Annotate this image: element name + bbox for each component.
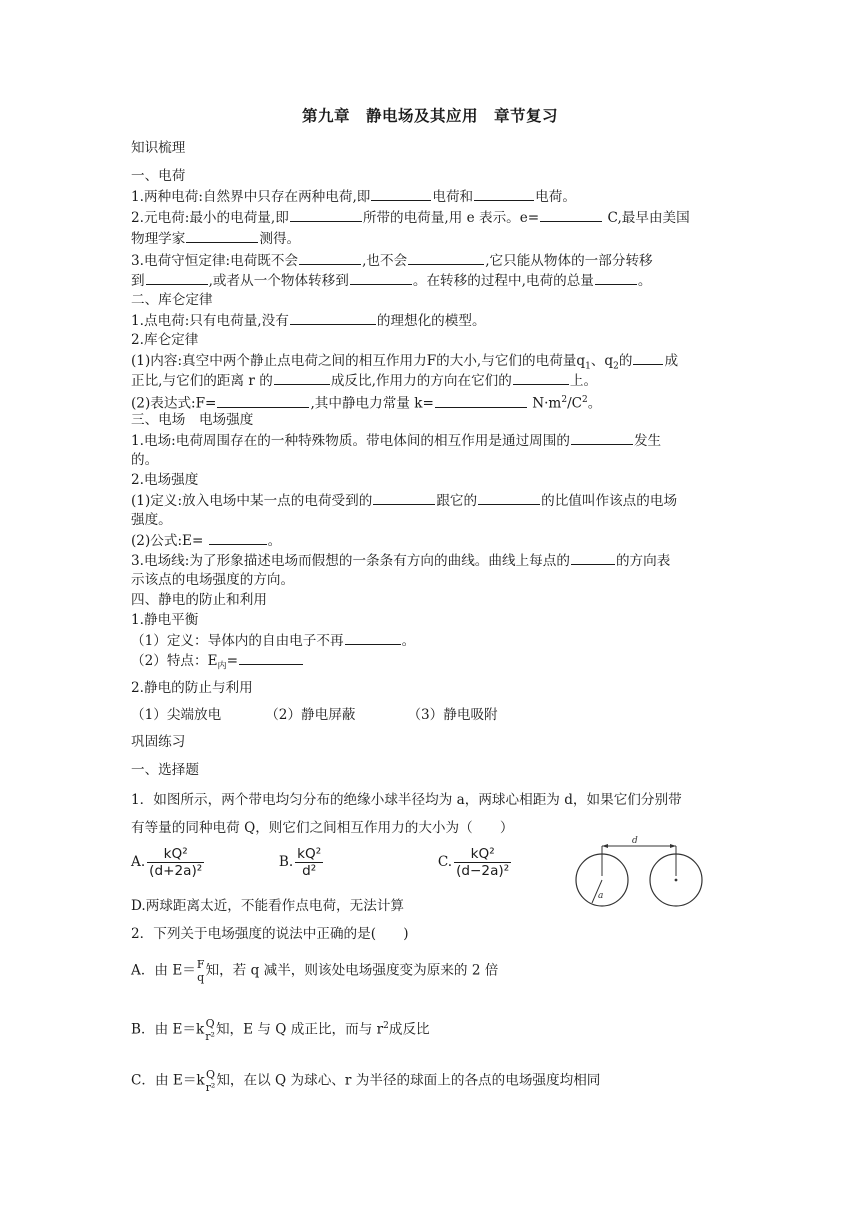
line-equilibrium-feature: （2）特点：$E_内=$ xyxy=(131,650,304,677)
heading-choice: 一、选择题 xyxy=(131,762,199,778)
question-2-option-c[interactable]: C．由 E＝k Q r² 知，在以 Q 为球心、r 为半径的球面上的各点的电场强度均相同 xyxy=(131,1068,601,1094)
line-field-formula: (2)公式:E= 。 xyxy=(131,530,281,551)
answer-blank[interactable] xyxy=(540,207,602,222)
answer-blank[interactable] xyxy=(299,250,361,265)
option-b[interactable]: B. $\frac{\text{kQ²}}{\text{d²}}$ xyxy=(278,846,322,879)
line-field-lines: 3.电场线:为了形象描述电场而假想的一条条有方向的曲线。曲线上每点的 的方向表 xyxy=(131,550,670,571)
line-applications: （1）尖端放电 （2）静电屏蔽 （3）静电吸附 xyxy=(131,707,498,723)
question-2-option-b[interactable]: B．由 E＝k Q r² 知，E 与 Q 成正比，而与 $r^2$成反比 xyxy=(131,1017,430,1044)
line-field-definition-2: 强度。 xyxy=(131,512,172,528)
arrowhead-right xyxy=(670,844,676,848)
line-field-lines-2: 示该点的电场强度的方向。 xyxy=(131,572,295,588)
answer-blank[interactable] xyxy=(217,393,309,408)
section-knowledge: 知识梳理 xyxy=(131,140,186,156)
answer-blank[interactable] xyxy=(186,228,258,243)
answer-blank[interactable] xyxy=(478,490,540,505)
answer-blank[interactable] xyxy=(571,430,633,445)
line-elementary-charge-2: 物理学家 测得。 xyxy=(131,228,300,249)
question-1-line-2: 有等量的同种电荷 Q，则它们之间相互作用力的大小为（ ） xyxy=(131,820,514,836)
line-elementary-charge: 2.元电荷:最小的电荷量,即 所带的电荷量,用 e 表示。e= C,最早由美国 xyxy=(131,207,690,228)
answer-blank[interactable] xyxy=(290,207,362,222)
two-spheres-diagram xyxy=(572,832,712,908)
answer-blank[interactable] xyxy=(633,350,663,365)
line-coulomb-law: 2.库仑定律 xyxy=(131,332,199,348)
option-d[interactable]: D.两球距离太近，不能看作点电荷，无法计算 xyxy=(131,898,405,914)
line-two-charges: 1.两种电荷:自然界中只存在两种电荷,即 电荷和 电荷。 xyxy=(131,186,576,207)
line-field-strength: 2.电场强度 xyxy=(131,472,199,488)
answer-blank[interactable] xyxy=(345,630,401,645)
option-a[interactable]: A. $\frac{\text{kQ²}}{\text{(d+2a)²}}$ xyxy=(131,846,203,879)
heading-charge: 一、电荷 xyxy=(131,168,186,184)
answer-blank[interactable] xyxy=(513,370,569,385)
question-1-line-1: 1．如图所示，两个带电均匀分布的绝缘小球半径均为 a，两球心相距为 d，如果它们分别带 xyxy=(131,792,682,808)
answer-blank[interactable] xyxy=(595,270,637,285)
label-d: d xyxy=(632,836,638,846)
answer-blank[interactable] xyxy=(408,250,484,265)
line-coulomb-expression: (2)表达式:F= ,其中静电力常量 $k= N\cdot m^2/C^2$。 xyxy=(131,390,601,414)
answer-blank[interactable] xyxy=(274,370,330,385)
line-field-definition: (1)定义:放入电场中某一点的电荷受到的 跟它的 的比值叫作该点的电场 xyxy=(131,490,677,511)
line-conservation: 3.电荷守恒定律:电荷既不会 ,也不会 ,它只能从物体的一部分转移 xyxy=(131,250,653,271)
answer-blank[interactable] xyxy=(209,530,267,545)
line-field-2: 的。 xyxy=(131,452,159,468)
question-2-option-a[interactable]: A．由 E＝ F q 知，若 q 减半，则该处电场强度变为原来的 2 倍 xyxy=(131,958,499,984)
heading-coulomb: 二、库仑定律 xyxy=(131,292,213,308)
answer-blank[interactable] xyxy=(290,310,376,325)
page-title: 第九章 静电场及其应用 章节复习 xyxy=(301,107,558,125)
option-c[interactable]: C. $\frac{\text{kQ²}}{\text{(d−2a)²}}$ xyxy=(437,846,510,879)
line-equilibrium: 1.静电平衡 xyxy=(131,612,199,628)
heading-electrostatics: 四、静电的防止和利用 xyxy=(131,592,267,608)
right-sphere-center xyxy=(675,879,678,882)
arrowhead-left xyxy=(602,844,608,848)
answer-blank[interactable] xyxy=(239,650,303,665)
answer-blank[interactable] xyxy=(146,270,208,285)
heading-electric-field: 三、电场 电场强度 xyxy=(131,412,254,428)
answer-blank[interactable] xyxy=(350,270,412,285)
question-1-options xyxy=(131,846,513,879)
line-conservation-2: 到 ,或者从一个物体转移到 。在转移的过程中,电荷的总量 。 xyxy=(131,270,652,291)
label-a: a xyxy=(598,891,604,901)
answer-blank[interactable] xyxy=(371,186,431,201)
answer-blank[interactable] xyxy=(373,490,435,505)
line-prevention-use: 2.静电的防止与利用 xyxy=(131,680,253,696)
line-equilibrium-def: （1）定义：导体内的自由电子不再 。 xyxy=(131,630,415,651)
answer-blank[interactable] xyxy=(474,186,534,201)
question-2: 2．下列关于电场强度的说法中正确的是( ) xyxy=(131,926,409,942)
section-practice: 巩固练习 xyxy=(131,734,186,750)
line-point-charge: 1.点电荷:只有电荷量,没有 的理想化的模型。 xyxy=(131,310,486,331)
answer-blank[interactable] xyxy=(435,393,527,408)
line-coulomb-content-2: 正比,与它们的距离 r 的 成反比,作用力的方向在它们的 上。 xyxy=(131,370,597,391)
line-coulomb-content: (1)内容:真空中两个静止点电荷之间的相互作用力F的大小,与它们的电荷量$q_1$、$q_2$的 成 xyxy=(131,350,678,377)
line-field: 1.电场:电荷周围存在的一种特殊物质。带电体间的相互作用是通过周围的 发生 xyxy=(131,430,661,451)
answer-blank[interactable] xyxy=(571,550,615,565)
